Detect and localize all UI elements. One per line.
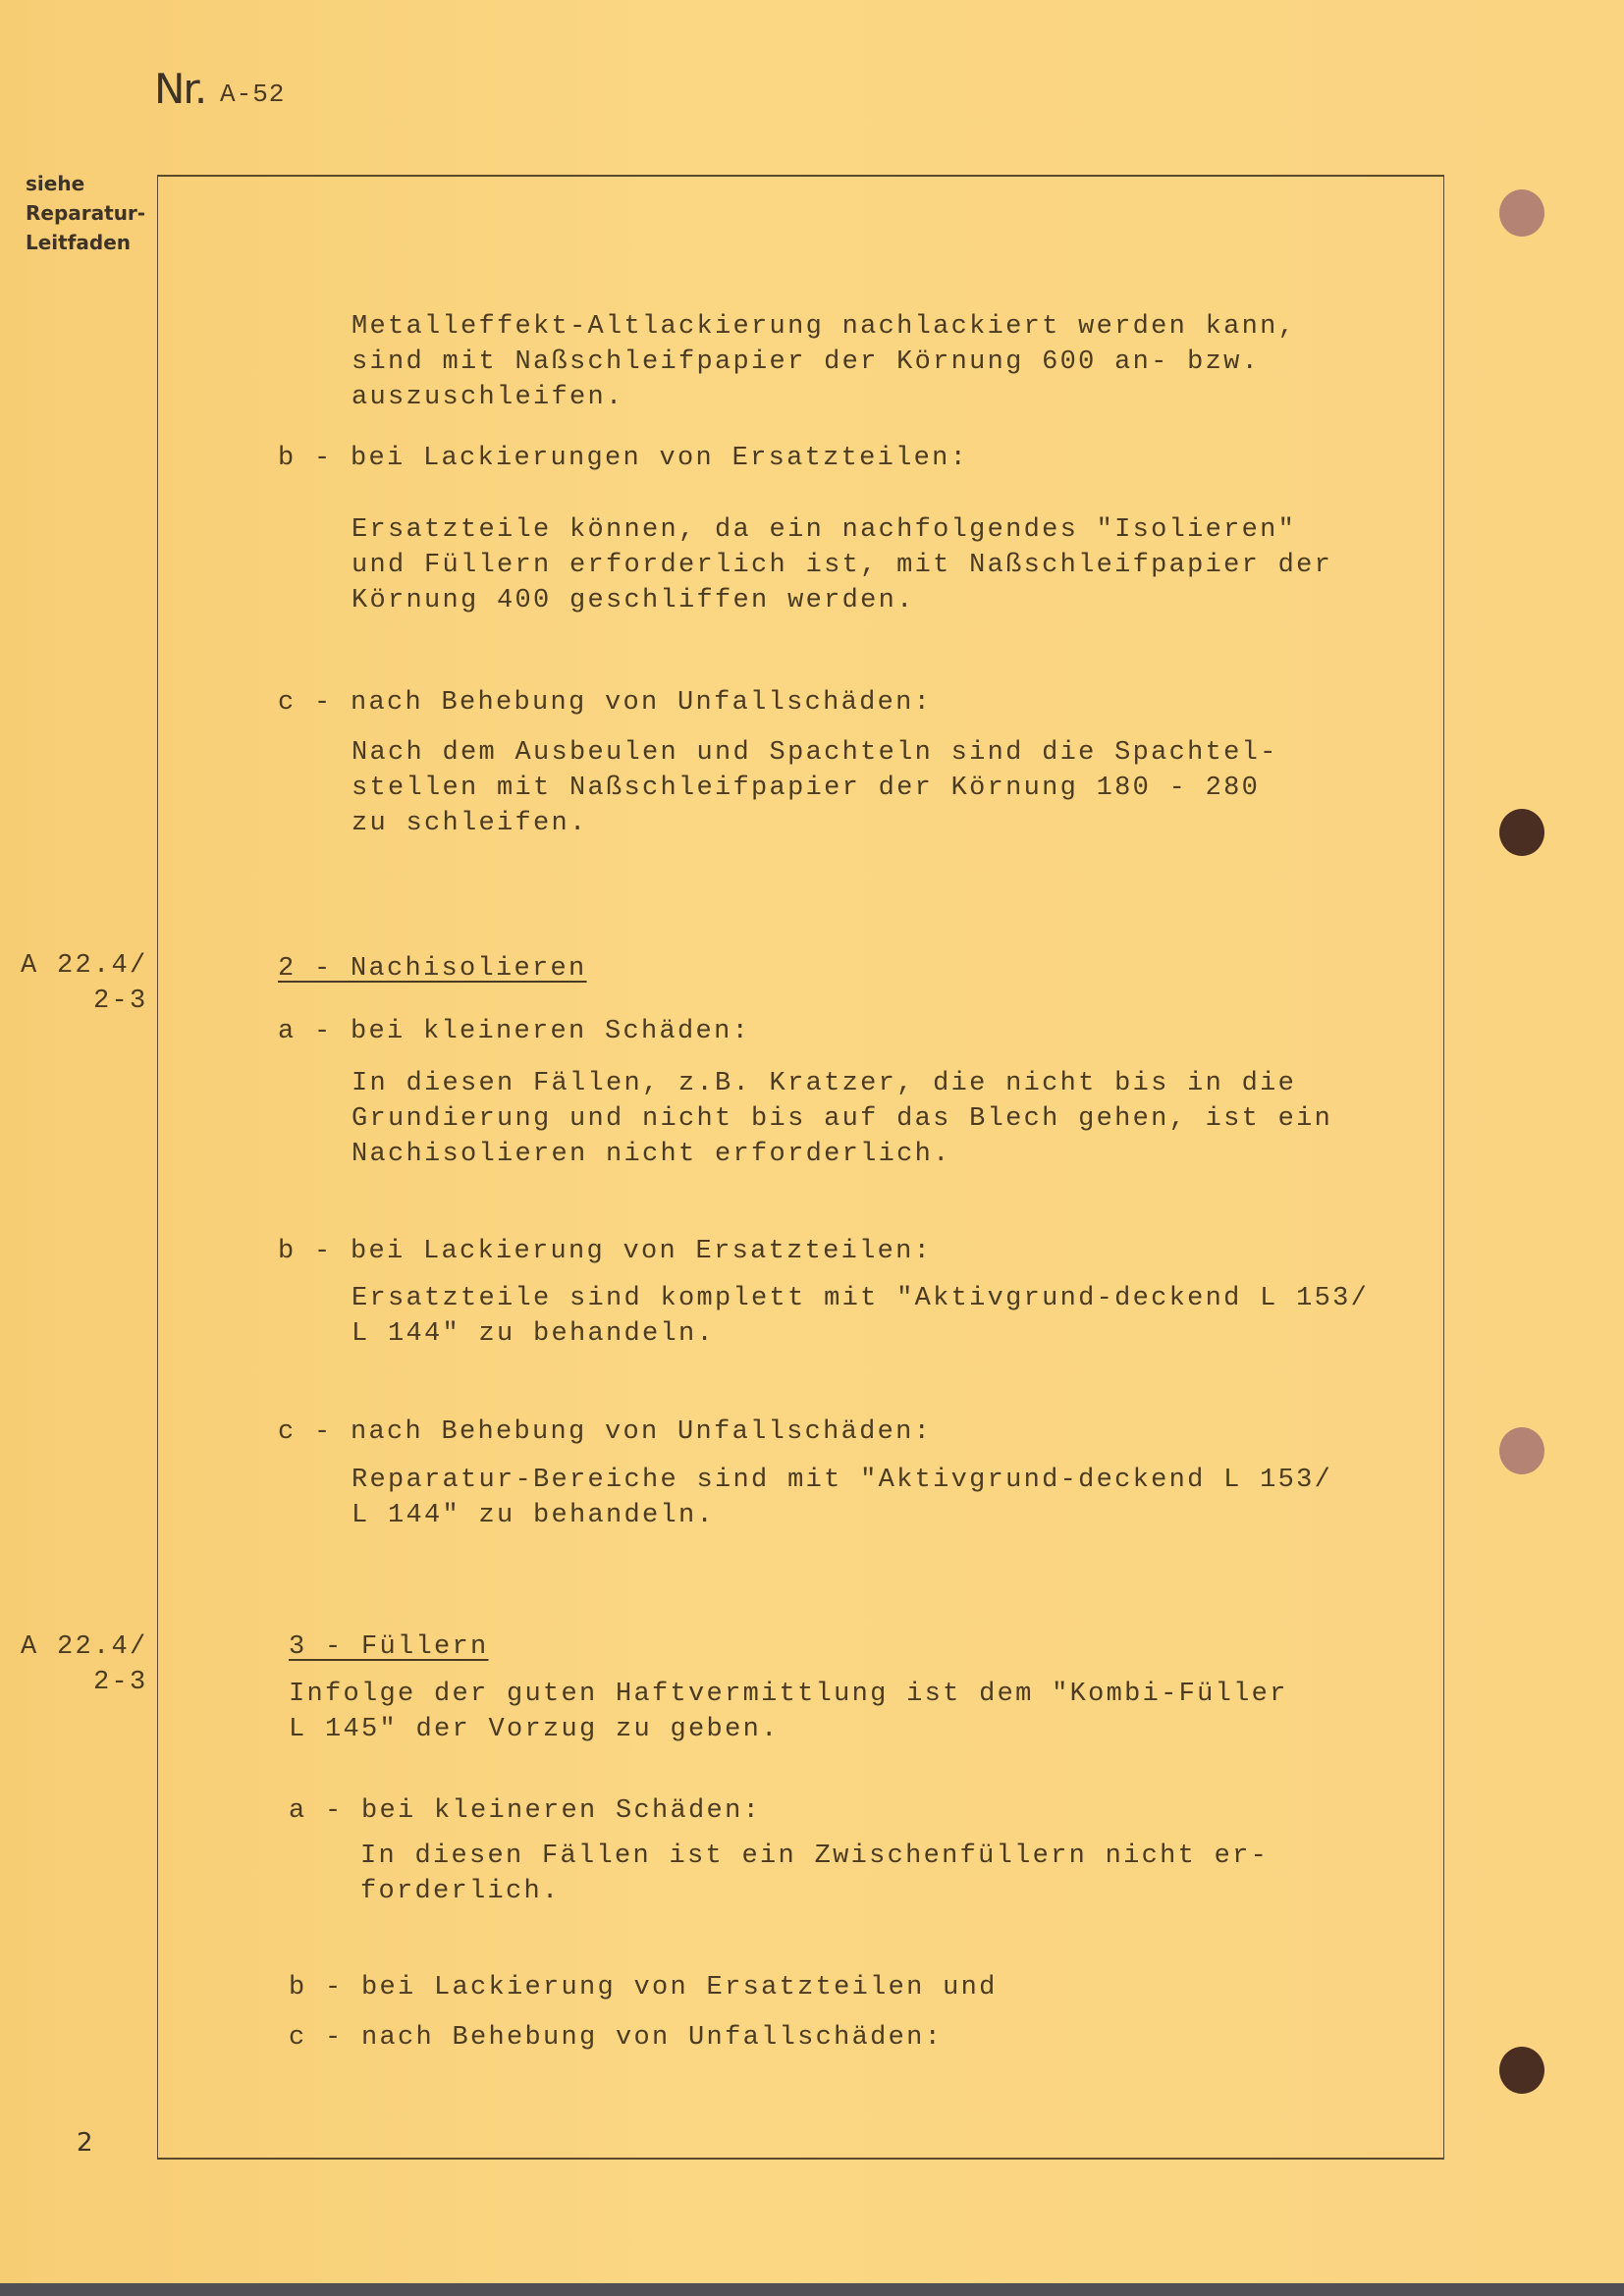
text-line: stellen mit Naßschleifpapier der Körnung 180 - 280	[352, 774, 1261, 803]
reference-line: A 22.4/	[21, 951, 148, 981]
text-line: Reparatur-Bereiche sind mit "Aktivgrund-deckend L 153/	[352, 1466, 1333, 1495]
text-line: Grundierung und nicht bis auf das Blech gehen, ist ein	[352, 1104, 1333, 1134]
reference-line: 2-3	[93, 1668, 148, 1697]
margin-reference	[21, 1629, 148, 1700]
text-line: Ersatzteile sind komplett mit "Aktivgrund-deckend L 153/	[352, 1284, 1370, 1313]
punch-hole	[1499, 1427, 1544, 1474]
subheading: a - bei kleineren Schäden:	[278, 1017, 751, 1046]
margin-note-line: Reparatur-	[26, 201, 146, 225]
paragraph	[352, 1463, 1332, 1533]
paragraph	[352, 1066, 1332, 1172]
text-line: Metalleffekt-Altlackierung nachlackiert werden kann,	[352, 312, 1297, 342]
text-line: In diesen Fällen ist ein Zwischenfüllern nicht er-	[360, 1842, 1270, 1871]
text-line: und Füllern erforderlich ist, mit Naßschleifpapier der	[352, 551, 1333, 580]
text-line: Körnung 400 geschliffen werden.	[352, 586, 915, 615]
margin-note-line: Leitfaden	[26, 231, 132, 254]
paragraph	[352, 1281, 1369, 1352]
subheading: c - nach Behebung von Unfallschäden:	[289, 2023, 944, 2053]
document-number: A-52	[220, 80, 286, 109]
reference-line: 2-3	[93, 987, 148, 1016]
paragraph	[289, 1677, 1288, 1747]
text-line: L 144" zu behandeln.	[352, 1501, 716, 1530]
punch-hole	[1499, 2047, 1544, 2094]
paragraph	[352, 309, 1296, 415]
subheading: c - nach Behebung von Unfallschäden:	[278, 688, 933, 718]
nr-label: Nr.	[154, 65, 206, 113]
subheading: c - nach Behebung von Unfallschäden:	[278, 1417, 933, 1447]
text-line: In diesen Fällen, z.B. Kratzer, die nicht bis in die	[352, 1069, 1297, 1098]
section-title: 3 - Füllern	[289, 1632, 489, 1662]
text-line: Infolge der guten Haftvermittlung ist dem "Kombi-Füller	[289, 1680, 1288, 1709]
margin-reference	[21, 948, 148, 1019]
text-line: Nach dem Ausbeulen und Spachteln sind die Spachtel-	[352, 738, 1278, 768]
text-line: forderlich.	[360, 1877, 561, 1906]
text-line: auszuschleifen.	[352, 383, 624, 412]
margin-note	[26, 169, 145, 257]
text-line: zu schleifen.	[352, 809, 588, 838]
subheading: b - bei Lackierung von Ersatzteilen:	[278, 1237, 933, 1266]
page-number: 2	[77, 2128, 93, 2158]
margin-note-line: siehe	[26, 172, 85, 195]
punch-hole	[1499, 809, 1544, 856]
subheading: b - bei Lackierungen von Ersatzteilen:	[278, 444, 969, 473]
subheading: a - bei kleineren Schäden:	[289, 1796, 762, 1826]
text-line: L 144" zu behandeln.	[352, 1319, 716, 1349]
text-line: sind mit Naßschleifpapier der Körnung 600 an- bzw.	[352, 347, 1261, 377]
paragraph	[352, 512, 1332, 618]
subheading: b - bei Lackierung von Ersatzteilen und	[289, 1973, 998, 2002]
scan-background-edge	[0, 2283, 1624, 2296]
paragraph	[360, 1839, 1269, 1909]
reference-line: A 22.4/	[21, 1632, 148, 1662]
text-line: Ersatzteile können, da ein nachfolgendes "Isolieren"	[352, 515, 1297, 545]
section-title: 2 - Nachisolieren	[278, 954, 587, 984]
punch-hole	[1499, 189, 1544, 237]
text-line: L 145" der Vorzug zu geben.	[289, 1715, 780, 1744]
text-line: Nachisolieren nicht erforderlich.	[352, 1140, 951, 1169]
paragraph	[352, 735, 1278, 841]
